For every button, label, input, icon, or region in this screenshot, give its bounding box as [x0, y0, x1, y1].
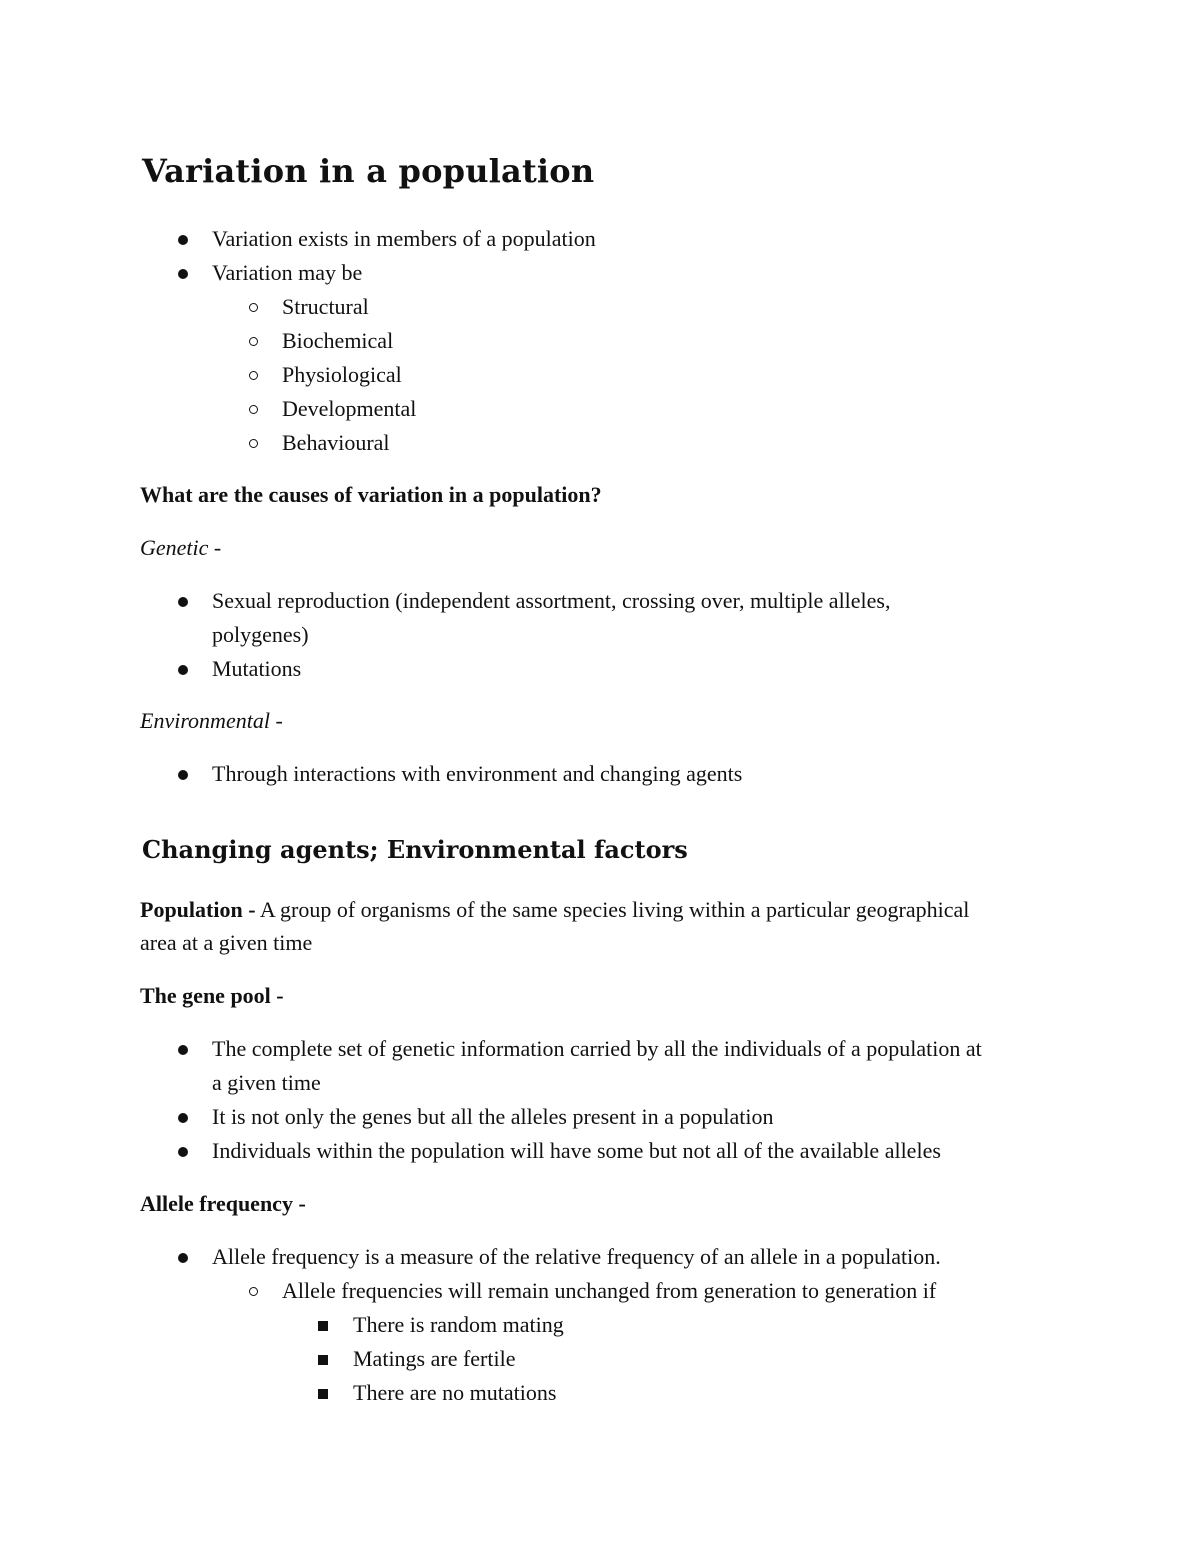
causes-heading: What are the causes of variation in a population?: [140, 482, 602, 507]
list-item: Variation may be: [212, 260, 363, 285]
list-item: Allele frequencies will remain unchanged from generation to generation if: [282, 1278, 937, 1303]
list-item: Behavioural: [282, 430, 390, 455]
list-item: The complete set of genetic information carried by all the individuals of a population at: [212, 1036, 982, 1061]
list-item: Matings are fertile: [353, 1346, 516, 1371]
population-term: Population -: [140, 897, 256, 922]
list-item: Structural: [282, 294, 369, 319]
list-item: Physiological: [282, 362, 402, 387]
list-item: Sexual reproduction (independent assortment, crossing over, multiple alleles,: [212, 588, 891, 613]
square-bullet-icon: [318, 1355, 328, 1365]
circle-bullet-icon: [249, 337, 258, 346]
bullet-icon: [178, 665, 188, 675]
bullet-icon: [178, 770, 188, 780]
population-definition: [140, 897, 969, 923]
bullet-icon: [178, 1147, 188, 1157]
list-item: Allele frequency is a measure of the relative frequency of an allele in a population.: [212, 1244, 941, 1269]
circle-bullet-icon: [249, 405, 258, 414]
list-item-continuation: polygenes): [212, 622, 309, 647]
bullet-icon: [178, 235, 188, 245]
list-item: Through interactions with environment and changing agents: [212, 761, 743, 786]
genetic-label: Genetic -: [140, 535, 222, 560]
list-item: Developmental: [282, 396, 417, 421]
list-item-continuation: a given time: [212, 1070, 321, 1095]
bullet-icon: [178, 1253, 188, 1263]
circle-bullet-icon: [249, 439, 258, 448]
square-bullet-icon: [318, 1389, 328, 1399]
circle-bullet-icon: [249, 371, 258, 380]
list-item: Mutations: [212, 656, 302, 681]
circle-bullet-icon: [249, 1287, 258, 1296]
population-definition-text: A group of organisms of the same species living within a particular geographical: [259, 897, 970, 922]
allele-frequency-heading: Allele frequency -: [140, 1191, 306, 1216]
bullet-icon: [178, 1045, 188, 1055]
list-item: Variation exists in members of a population: [212, 226, 596, 251]
gene-pool-heading: The gene pool -: [140, 983, 284, 1008]
bullet-icon: [178, 597, 188, 607]
page-title: Variation in a population: [142, 152, 595, 190]
list-item: Individuals within the population will have some but not all of the available alleles: [212, 1138, 941, 1163]
circle-bullet-icon: [249, 303, 258, 312]
list-item: There is random mating: [353, 1312, 564, 1337]
bullet-icon: [178, 1113, 188, 1123]
list-item: It is not only the genes but all the alleles present in a population: [212, 1104, 774, 1129]
bullet-icon: [178, 269, 188, 279]
population-definition-continuation: area at a given time: [140, 930, 313, 955]
environmental-label: Environmental -: [140, 708, 283, 733]
list-item: There are no mutations: [353, 1380, 557, 1405]
list-item: Biochemical: [282, 328, 394, 353]
section-title: Changing agents; Environmental factors: [142, 835, 688, 864]
square-bullet-icon: [318, 1321, 328, 1331]
